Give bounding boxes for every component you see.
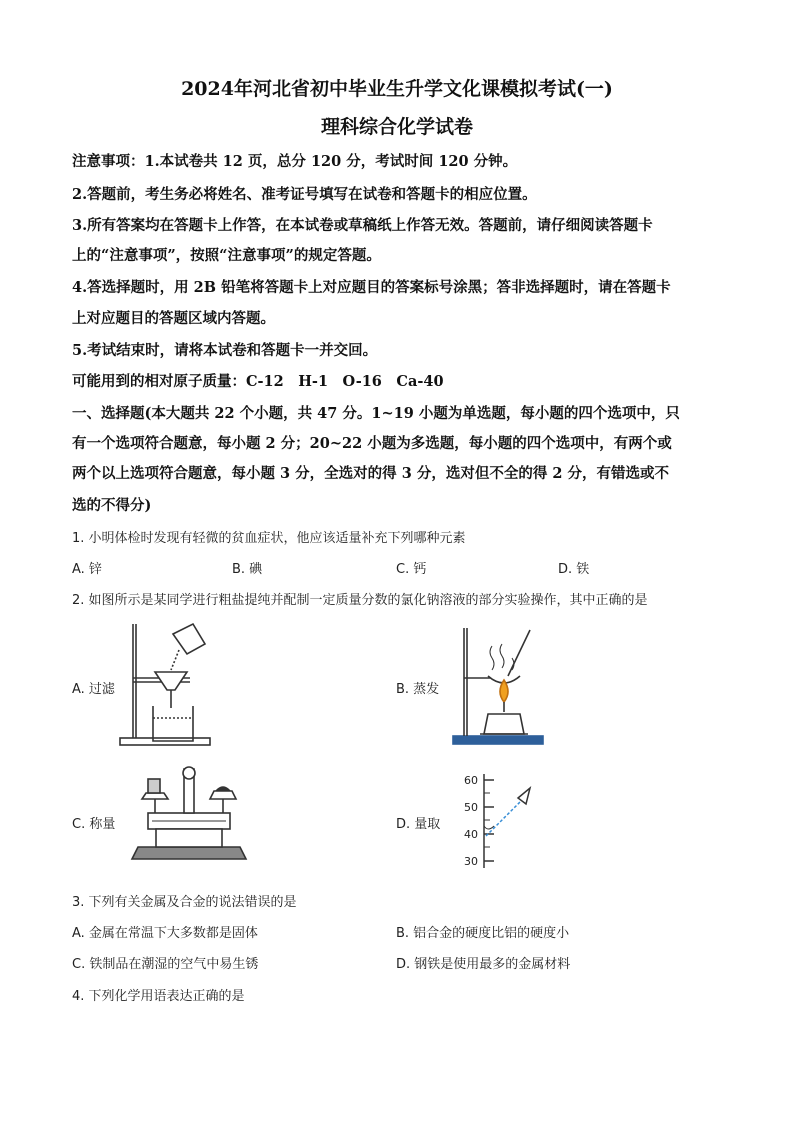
page-subtitle: 理科综合化学试卷	[320, 116, 473, 138]
q2-option-d: D. 量取	[396, 817, 441, 832]
cylinder-figure	[450, 770, 540, 870]
note-line-3: 3.所有答案均在答题卡上作答，在本试卷或草稿纸上作答无效。答题前，请仔细阅读答题卡	[72, 217, 653, 234]
cylinder-tick-30: 30	[464, 855, 478, 868]
q1-option-d: D. 铁	[558, 562, 590, 577]
cylinder-tick-60: 60	[464, 774, 478, 787]
section-line-3: 两个以上选项符合题意，每小题 3 分，全选对的得 3 分，选对但不全的得 2 分，有错选或不	[72, 465, 670, 482]
q2-option-c: C. 称量	[72, 817, 116, 832]
q1-option-c: C. 钙	[396, 562, 427, 577]
note-line-1: 注意事项：1.本试卷共 12 页，总分 120 分，考试时间 120 分钟。	[72, 153, 518, 170]
q3-option-a: A. 金属在常温下大多数都是固体	[72, 926, 258, 941]
q2-option-a: A. 过滤	[72, 682, 115, 697]
filtration-figure	[115, 620, 225, 750]
note-line-6: 上对应题目的答题区域内答题。	[72, 310, 275, 327]
cylinder-tick-50: 50	[464, 801, 478, 814]
q3-option-b: B. 铝合金的硬度比铝的硬度小	[396, 926, 570, 941]
q2-stem: 2. 如图所示是某同学进行粗盐提纯并配制一定质量分数的氯化钠溶液的部分实验操作，其中正确的是	[72, 593, 648, 608]
q3-option-c: C. 铁制品在潮湿的空气中易生锈	[72, 957, 259, 972]
note-line-2: 2.答题前，考生务必将姓名、准考证号填写在试卷和答题卡的相应位置。	[72, 186, 537, 203]
q4-stem: 4. 下列化学用语表达正确的是	[72, 989, 245, 1004]
atomic-mass-line: 可能用到的相对原子质量：C-12 H-1 O-16 Ca-40	[72, 373, 444, 390]
note-line-5: 4.答选择题时，用 2B 铅笔将答题卡上对应题目的答案标号涂黑；答非选择题时，请在答题卡	[72, 279, 671, 296]
q3-option-d: D. 钢铁是使用最多的金属材料	[396, 957, 571, 972]
evaporation-figure	[448, 622, 548, 750]
q2-option-b: B. 蒸发	[396, 682, 440, 697]
q1-option-a: A. 锌	[72, 562, 102, 577]
note-line-7: 5.考试结束时，请将本试卷和答题卡一并交回。	[72, 342, 378, 359]
section-line-2: 有一个选项符合题意，每小题 2 分；20~22 小题为多选题，每小题的四个选项中，有两个或	[72, 435, 672, 452]
q1-stem: 1. 小明体检时发现有轻微的贫血症状，他应该适量补充下列哪种元素	[72, 531, 466, 546]
section-line-1: 一、选择题(本大题共 22 个小题，共 47 分。1~19 小题为单选题，每小题的四个选项中，只	[72, 405, 680, 422]
q1-option-b: B. 碘	[232, 562, 263, 577]
note-line-4: 上的“注意事项”，按照“注意事项”的规定答题。	[72, 247, 381, 264]
q3-stem: 3. 下列有关金属及合金的说法错误的是	[72, 895, 297, 910]
section-line-4: 选的不得分)	[72, 497, 152, 514]
page-title: 2024年河北省初中毕业生升学文化课模拟考试(一)	[181, 78, 613, 100]
cylinder-tick-40: 40	[464, 828, 478, 841]
balance-figure	[128, 763, 250, 873]
